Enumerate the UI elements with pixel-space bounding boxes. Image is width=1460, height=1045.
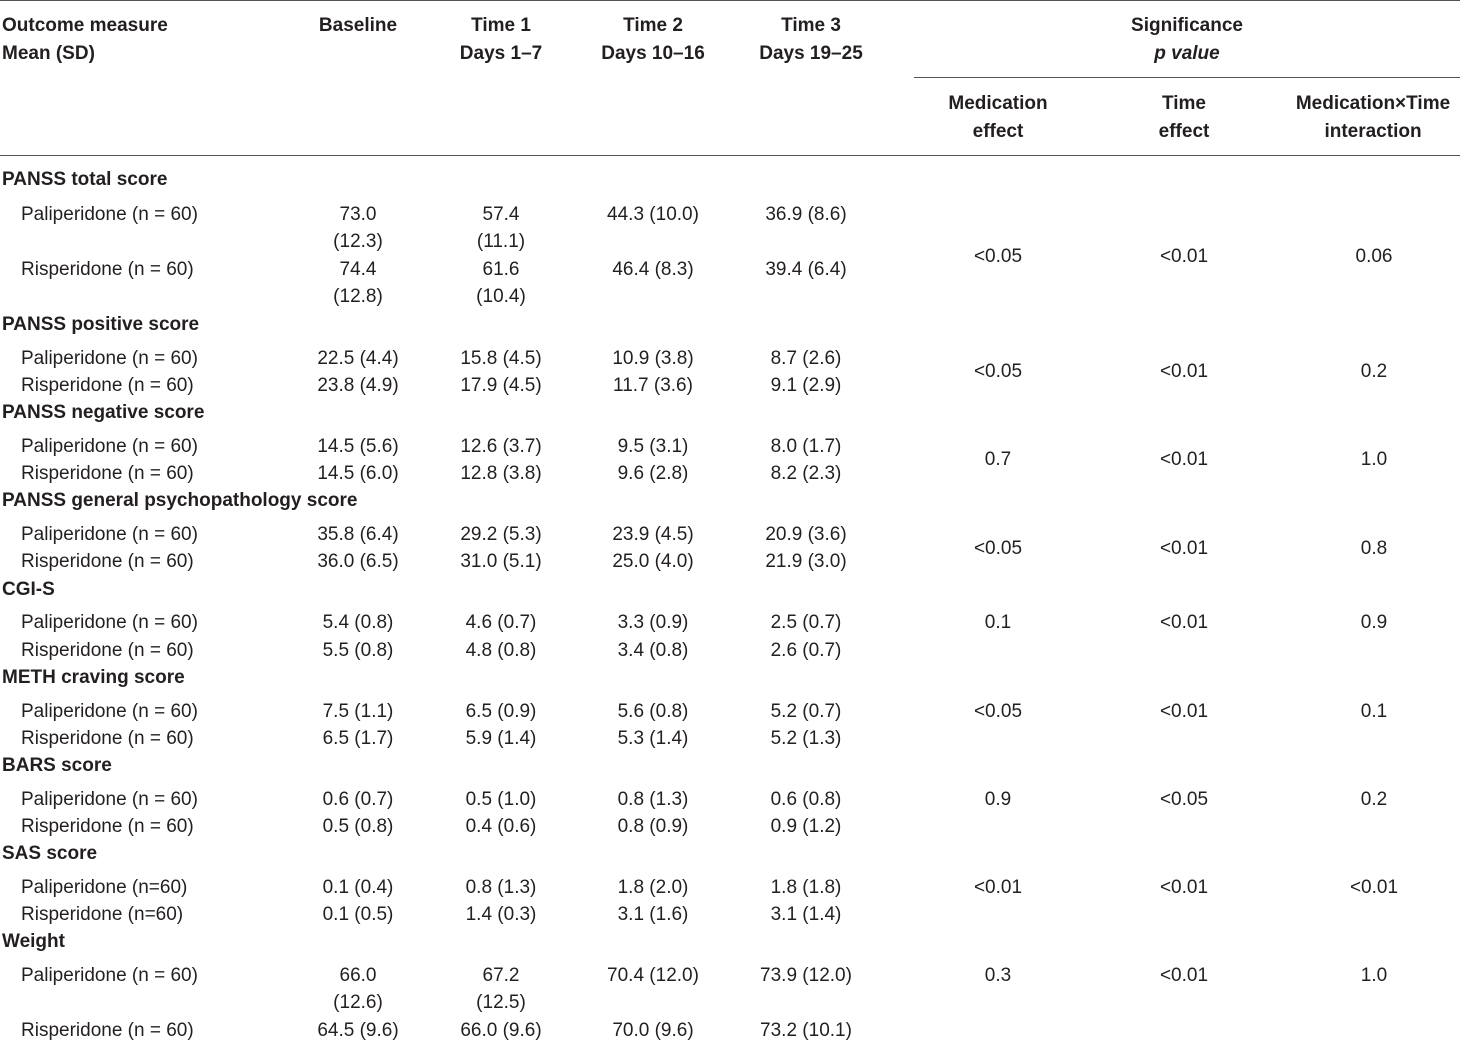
- cell-t2: 5.3 (1.4): [617, 728, 689, 749]
- row-label: Paliperidone (n = 60): [21, 348, 198, 369]
- cell-baseline: 73.0: [339, 204, 377, 225]
- sig-inter: <0.01: [1349, 877, 1399, 898]
- row-label: Risperidone (n=60): [21, 904, 184, 925]
- cell-t3: 9.1 (2.9): [770, 375, 842, 396]
- cell-t1: 0.4 (0.6): [465, 816, 537, 837]
- cell-t2: 1.8 (2.0): [617, 877, 689, 898]
- row-label: Risperidone (n = 60): [21, 640, 194, 661]
- section-title: PANSS negative score: [2, 402, 205, 423]
- cell-t1: 66.0 (9.6): [460, 1020, 542, 1041]
- sig-inter: 0.2: [1360, 789, 1388, 810]
- sig-inter: 0.1: [1360, 701, 1388, 722]
- cell-t1: 0.5 (1.0): [465, 789, 537, 810]
- sig-med: <0.05: [973, 538, 1023, 559]
- header-time3: Time 3 Days 19–25: [759, 15, 863, 64]
- cell-t3: 2.5 (0.7): [770, 612, 842, 633]
- cell-baseline: 74.4: [339, 259, 377, 280]
- cell-t1: 17.9 (4.5): [460, 375, 542, 396]
- cell-t2: 3.3 (0.9): [617, 612, 689, 633]
- section-title: PANSS total score: [2, 169, 168, 190]
- cell-t2: 46.4 (8.3): [612, 259, 694, 280]
- section-title: PANSS positive score: [2, 314, 200, 335]
- cell-t3: 5.2 (1.3): [770, 728, 842, 749]
- cell-t2: 9.6 (2.8): [617, 463, 689, 484]
- section-title: SAS score: [2, 843, 98, 864]
- row-label: Paliperidone (n = 60): [21, 965, 198, 986]
- cell-baseline: 5.4 (0.8): [322, 612, 394, 633]
- cell-baseline: 66.0: [339, 965, 377, 986]
- section-title: PANSS general psychopathology score: [2, 490, 358, 511]
- significance-underline: [914, 77, 1460, 78]
- header-significance: Significance p value: [1131, 15, 1243, 64]
- sig-inter: 0.8: [1360, 538, 1388, 559]
- cell-t2: 44.3 (10.0): [607, 204, 699, 225]
- sig-med: 0.9: [984, 789, 1012, 810]
- cell-t3: 1.8 (1.8): [770, 877, 842, 898]
- section-title: Weight: [2, 931, 65, 952]
- header-time-effect: Time effect: [1158, 93, 1210, 142]
- cell-t1: 12.6 (3.7): [460, 436, 542, 457]
- cell-t3: 8.2 (2.3): [770, 463, 842, 484]
- header-bottom-rule: [0, 155, 1460, 156]
- cell-t1: 61.6: [482, 259, 520, 280]
- cell-baseline: 0.5 (0.8): [322, 816, 394, 837]
- cell-t3: 36.9 (8.6): [765, 204, 847, 225]
- sig-time: <0.01: [1159, 361, 1209, 382]
- sig-time: <0.01: [1159, 538, 1209, 559]
- sig-inter: 1.0: [1360, 449, 1388, 470]
- cell-baseline: 14.5 (5.6): [317, 436, 399, 457]
- row-label: Risperidone (n = 60): [21, 728, 194, 749]
- row-label: Risperidone (n = 60): [21, 375, 194, 396]
- row-label: Paliperidone (n=60): [21, 877, 188, 898]
- row-label: Risperidone (n = 60): [21, 551, 194, 572]
- cell-baseline: 5.5 (0.8): [322, 640, 394, 661]
- cell-t1: (11.1): [476, 231, 526, 252]
- cell-t3: 3.1 (1.4): [770, 904, 842, 925]
- cell-t3: 8.0 (1.7): [770, 436, 842, 457]
- cell-t2: 23.9 (4.5): [612, 524, 694, 545]
- cell-t3: 39.4 (6.4): [765, 259, 847, 280]
- sig-inter: 0.9: [1360, 612, 1388, 633]
- table-top-rule: [0, 0, 1460, 1]
- cell-baseline: 64.5 (9.6): [317, 1020, 399, 1041]
- cell-t1: 67.2: [482, 965, 520, 986]
- sig-inter: 0.06: [1355, 246, 1393, 267]
- cell-t3: 73.9 (12.0): [760, 965, 852, 986]
- cell-t1: 57.4: [482, 204, 520, 225]
- header-interaction: Medication×Time interaction: [1295, 93, 1451, 142]
- row-label: Risperidone (n = 60): [21, 259, 194, 280]
- cell-t3: 5.2 (0.7): [770, 701, 842, 722]
- cell-baseline: 0.6 (0.7): [322, 789, 394, 810]
- cell-t1: (10.4): [476, 286, 526, 307]
- cell-t2: 0.8 (0.9): [617, 816, 689, 837]
- cell-t1: (12.5): [476, 992, 526, 1013]
- cell-t1: 4.8 (0.8): [465, 640, 537, 661]
- sig-time: <0.01: [1159, 449, 1209, 470]
- sig-time: <0.01: [1159, 612, 1209, 633]
- cell-t3: 2.6 (0.7): [770, 640, 842, 661]
- cell-baseline: 6.5 (1.7): [322, 728, 394, 749]
- row-label: Paliperidone (n = 60): [21, 789, 198, 810]
- cell-t2: 25.0 (4.0): [612, 551, 694, 572]
- section-title: BARS score: [2, 755, 112, 776]
- row-label: Paliperidone (n = 60): [21, 436, 198, 457]
- cell-t3: 0.9 (1.2): [770, 816, 842, 837]
- cell-t3: 20.9 (3.6): [765, 524, 847, 545]
- sig-time: <0.01: [1159, 965, 1209, 986]
- sig-med: <0.05: [973, 246, 1023, 267]
- cell-baseline: 36.0 (6.5): [317, 551, 399, 572]
- cell-t1: 1.4 (0.3): [465, 904, 537, 925]
- row-label: Risperidone (n = 60): [21, 816, 194, 837]
- cell-t2: 10.9 (3.8): [612, 348, 694, 369]
- cell-t1: 5.9 (1.4): [465, 728, 537, 749]
- header-time2: Time 2 Days 10–16: [601, 15, 705, 64]
- sig-inter: 0.2: [1360, 361, 1388, 382]
- cell-t2: 3.1 (1.6): [617, 904, 689, 925]
- sig-time: <0.05: [1159, 789, 1209, 810]
- header-baseline: Baseline: [318, 15, 398, 36]
- cell-baseline: (12.8): [333, 286, 383, 307]
- cell-baseline: 7.5 (1.1): [322, 701, 394, 722]
- cell-t3: 73.2 (10.1): [760, 1020, 852, 1041]
- cell-baseline: (12.3): [333, 231, 383, 252]
- cell-baseline: 0.1 (0.4): [322, 877, 394, 898]
- sig-inter: 1.0: [1360, 965, 1388, 986]
- cell-t2: 70.4 (12.0): [607, 965, 699, 986]
- sig-time: <0.01: [1159, 701, 1209, 722]
- row-label: Risperidone (n = 60): [21, 1020, 194, 1041]
- cell-t2: 11.7 (3.6): [613, 375, 693, 396]
- cell-t1: 6.5 (0.9): [465, 701, 537, 722]
- header-medication-effect: Medication effect: [948, 93, 1048, 142]
- cell-t1: 4.6 (0.7): [465, 612, 537, 633]
- sig-med: 0.3: [984, 965, 1012, 986]
- sig-med: <0.05: [973, 701, 1023, 722]
- cell-t2: 3.4 (0.8): [617, 640, 689, 661]
- sig-time: <0.01: [1159, 246, 1209, 267]
- cell-t2: 70.0 (9.6): [612, 1020, 694, 1041]
- row-label: Risperidone (n = 60): [21, 463, 194, 484]
- cell-t1: 0.8 (1.3): [465, 877, 537, 898]
- cell-baseline: 23.8 (4.9): [317, 375, 399, 396]
- cell-t1: 12.8 (3.8): [460, 463, 542, 484]
- cell-t1: 29.2 (5.3): [460, 524, 542, 545]
- cell-t3: 21.9 (3.0): [765, 551, 847, 572]
- cell-baseline: 35.8 (6.4): [317, 524, 399, 545]
- header-outcome: Outcome measure Mean (SD): [2, 15, 168, 64]
- row-label: Paliperidone (n = 60): [21, 204, 198, 225]
- cell-baseline: 14.5 (6.0): [317, 463, 399, 484]
- cell-t3: 0.6 (0.8): [770, 789, 842, 810]
- header-time1: Time 1 Days 1–7: [459, 15, 543, 64]
- row-label: Paliperidone (n = 60): [21, 524, 198, 545]
- section-title: CGI-S: [2, 579, 55, 600]
- row-label: Paliperidone (n = 60): [21, 701, 198, 722]
- sig-time: <0.01: [1159, 877, 1209, 898]
- cell-t1: 15.8 (4.5): [460, 348, 542, 369]
- cell-t2: 9.5 (3.1): [617, 436, 689, 457]
- sig-med: <0.01: [973, 877, 1023, 898]
- section-title: METH craving score: [2, 667, 185, 688]
- cell-baseline: 22.5 (4.4): [317, 348, 399, 369]
- cell-t1: 31.0 (5.1): [460, 551, 542, 572]
- cell-baseline: 0.1 (0.5): [322, 904, 394, 925]
- sig-med: 0.1: [984, 612, 1012, 633]
- cell-t2: 5.6 (0.8): [617, 701, 689, 722]
- sig-med: 0.7: [984, 449, 1012, 470]
- cell-baseline: (12.6): [333, 992, 383, 1013]
- row-label: Paliperidone (n = 60): [21, 612, 198, 633]
- sig-med: <0.05: [973, 361, 1023, 382]
- cell-t2: 0.8 (1.3): [617, 789, 689, 810]
- cell-t3: 8.7 (2.6): [770, 348, 842, 369]
